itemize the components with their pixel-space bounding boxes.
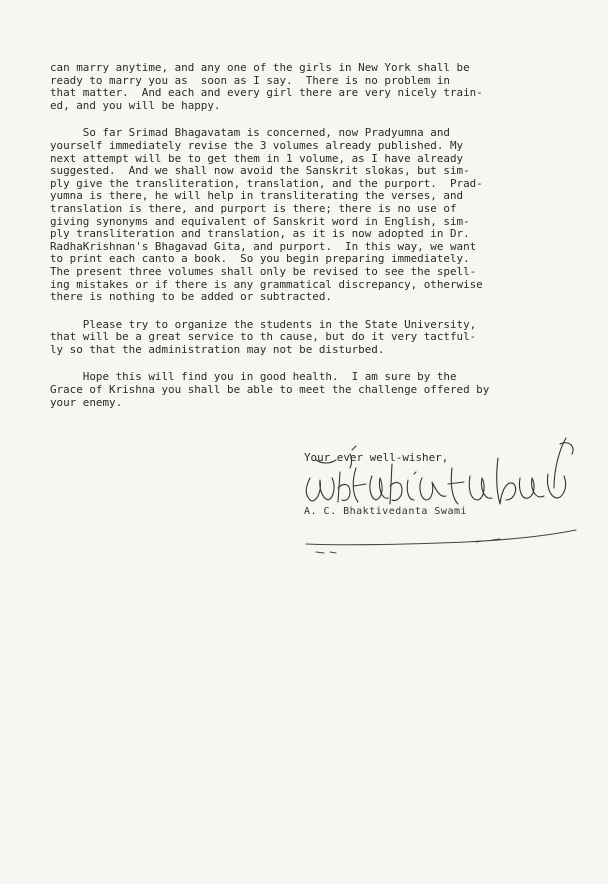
paragraph-2 <box>50 127 590 303</box>
paragraph-line: RadhaKrishnan's Bhagavad Gita, and purport. In this way, we want <box>50 239 477 253</box>
letter-body <box>50 62 590 424</box>
closing-salutation: Your ever well-wisher, <box>304 451 449 464</box>
paragraph-line: your enemy. <box>50 395 123 409</box>
paragraph-line: can marry anytime, and any one of the girls in New York shall be <box>50 61 470 74</box>
signatory-name: A. C. Bhaktivedanta Swami <box>304 506 468 517</box>
paragraph-line: ing mistakes or if there is any grammatical discrepancy, otherwise <box>50 277 483 291</box>
handwritten-signature <box>292 428 592 518</box>
underline-scrawl <box>296 522 586 558</box>
paragraph-line: So far Srimad Bhagavatam is concerned, now Pradyumna and <box>50 126 450 140</box>
paragraph-line: giving synonyms and equivalent of Sanskrit word in English, sim- <box>50 214 470 228</box>
paragraph-3 <box>50 319 590 357</box>
paragraph-line: Please try to organize the students in the State University, <box>50 317 477 331</box>
paragraph-line: The present three volumes shall only be revised to see the spell- <box>50 264 477 278</box>
paragraph-line: that matter. And each and every girl there are very nicely train- <box>50 86 483 100</box>
paragraph-line: ply transliteration and translation, as it is now adopted in Dr. <box>50 227 470 241</box>
paragraph-line: Grace of Krishna you shall be able to meet the challenge offered by <box>50 383 490 397</box>
paragraph-line: next attempt will be to get them in 1 volume, as I have already <box>50 151 464 165</box>
paragraph-line: yumna is there, he will help in transliterating the verses, and <box>50 189 464 203</box>
paragraph-line: ed, and you will be happy. <box>50 98 221 112</box>
paragraph-line: Hope this will find you in good health. I am sure by the <box>50 370 457 384</box>
paragraph-line: suggested. And we shall now avoid the Sanskrit slokas, but sim- <box>50 164 470 178</box>
paragraph-1 <box>50 62 590 112</box>
paragraph-line: to print each canto a book. So you begin preparing immediately. <box>50 252 470 266</box>
paragraph-line: yourself immediately revise the 3 volumes already published. My <box>50 138 464 152</box>
paragraph-line: translation is there, and purport is there; there is no use of <box>50 201 457 215</box>
paragraph-line: ready to marry you as soon as I say. There is no problem in <box>50 73 450 87</box>
paragraph-line: that will be a great service to th cause, but do it very tactful- <box>50 330 477 344</box>
paragraph-line: ply give the transliteration, translation, and the purport. Prad- <box>50 176 483 190</box>
paragraph-4 <box>50 371 590 409</box>
paragraph-line: there is nothing to be added or subtracted. <box>50 290 332 304</box>
paragraph-line: ly so that the administration may not be disturbed. <box>50 342 385 356</box>
